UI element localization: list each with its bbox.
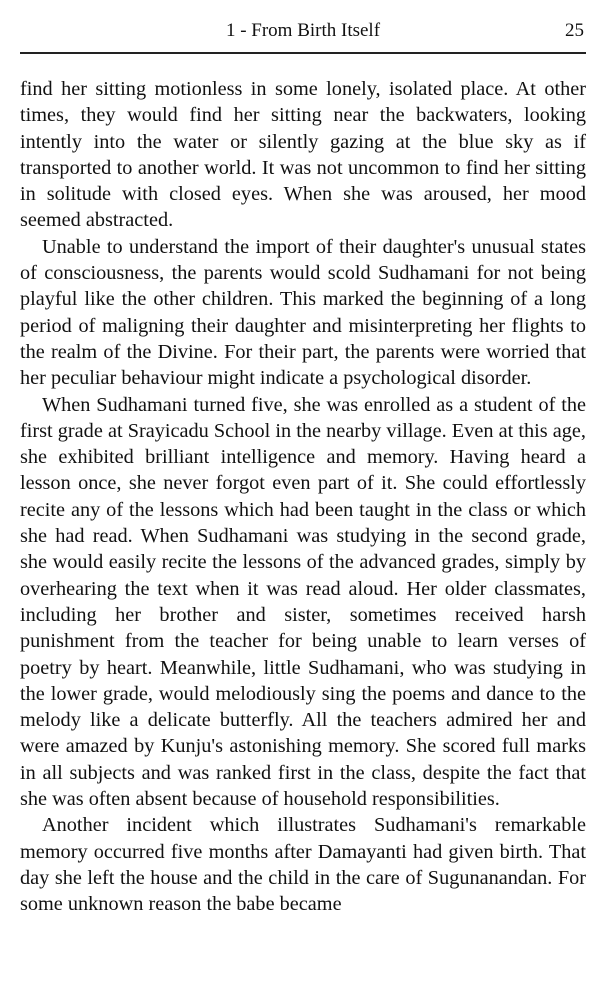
paragraph: Unable to understand the import of their daughter's unusual states of consciousness, the parents would scold Sudhamani for not being playful like the other children. This marked the beginning of a long period of maligning their daughter and misinterpreting her flights to the realm of the Divine. For their part, the parents were worried that her peculiar behaviour might indicate a psychological disorder. [20, 235, 586, 390]
paragraph: Another incident which illustrates Sudhamani's remarkable memory occurred five months after Damayanti had given birth. That day she left the house and the child in the care of Sugunanandan. For some unknown reason the babe became [20, 814, 586, 916]
paragraph-continued: find her sitting motionless in some lonely, isolated place. At other times, they would find her sitting near the backwaters, looking intently into the water or silently gazing at the blue sky as if transported to another world. It was not uncommon to find her sitting in solitude with closed eyes. When she was aroused, her mood seemed abstracted. [20, 78, 586, 232]
chapter-running-title: 1 - From Birth Itself [225, 20, 381, 41]
body-text [20, 76, 586, 918]
book-page [20, 0, 586, 987]
paragraph: When Sudhamani turned five, she was enrolled as a student of the first grade at Srayicadu School in the nearby village. Even at this age, she exhibited brilliant intelligence and memory. Having heard a lesson once, she never forgot even part of it. She could effortlessly recite any of the lessons which had been taught in the class or which she had read. When Sudhamani was studying in the second grade, she would easily recite the lessons of the advanced grades, simply by overhearing the text when it was read aloud. Her older classmates, including her brother and sister, sometimes received harsh punishment from the teacher for being unable to learn verses of poetry by heart. Meanwhile, little Sudhamani, who was studying in the lower grade, would melodiously sing the poems and dance to the melody like a delicate butterfly. All the teachers admired her and were amazed by Kunju's astonishing memory. She scored full marks in all subjects and was ranked first in the class, despite the fact that she was often absent because of household responsibilities. [20, 393, 586, 811]
running-header [20, 14, 586, 48]
header-rule [20, 52, 586, 54]
page-number: 25 [565, 20, 584, 41]
